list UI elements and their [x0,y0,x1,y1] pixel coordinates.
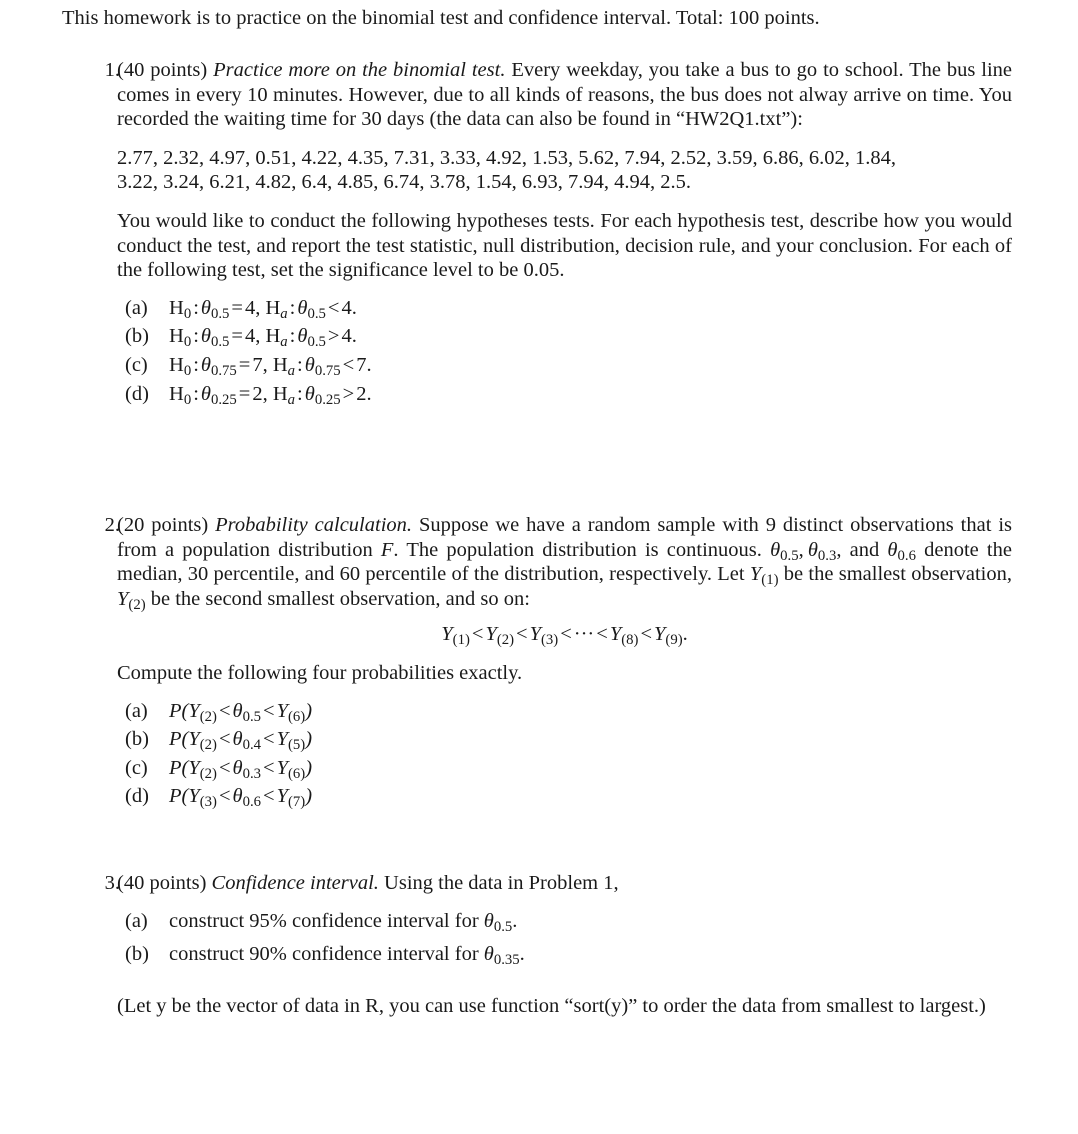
problem-2-text-5: be the second smallest observation, and so on: [145,587,530,610]
problem-1-item-b-label: (b) [125,325,149,348]
problem-2 [62,513,1012,813]
ci-suffix-b: . [519,943,525,966]
problem-1-intro-text: Every weekday, you take a bus to go to school. The bus line comes in every 10 minutes. However, due to all kinds of reasons, the bus does not alway arrive on time. You recorded the waiting time for 30 days (the data can also be found in “HW2Q1.txt”): [117,59,1013,131]
ha-subscript-a: 0.5 [307,305,326,322]
ha-value-c: 7. [356,353,372,376]
eq-term-8: $Y_{(8)}$ [609,623,639,649]
problem-2-text-2: . The population distribution is continuous. [393,538,771,561]
problem-1 [62,58,1012,410]
problem-3-title: Confidence interval. [211,872,379,894]
list-item [117,353,1012,378]
problem-3-item-b-label: (b) [125,943,149,966]
order-statistics-equation: $Y_{(1)}<Y_{(2)}<Y_{(3)}<\cdot\cdot\cdot<Y_{(8)}<Y_{(9)}$. [441,623,688,649]
problem-2-text-4: be the smallest observation, [778,563,1012,586]
hypothesis-expression: $H_0:\theta_{0.25}=2$, $H_a:\theta_{0.25}>2$. [169,382,372,408]
problem-1-title: Practice more on the binomial test. [213,59,506,81]
h0-subscript-a: 0.5 [210,305,230,322]
list-item [117,324,1012,349]
problem-2-item-d-label: (d) [125,785,149,808]
problem-1-points: (40 points) [117,59,208,81]
problem-2-number: 2. [104,514,120,536]
ci-text-b: construct 90% confidence interval for [169,943,484,966]
problem-1-item-c-label: (c) [125,353,148,376]
distribution-symbol-F: F [380,538,394,561]
list-item [117,756,1012,781]
problem-2-points: (20 points) [117,514,209,536]
h0-value-c: 7 [252,353,263,376]
problem-3-number: 3. [104,872,120,894]
ha-relation-a: < [327,296,340,319]
list-item [117,727,1012,752]
theta-symbol-b: $\theta_{0.35}$ [483,943,520,969]
list-item [117,382,1012,407]
problem-1-body [117,58,1012,406]
h0-value-d: 2 [252,382,263,405]
closing-note [117,994,1012,1019]
eq-ellipsis: ··· [573,623,595,646]
eq-term-9: $Y_{(9)}$ [654,623,683,649]
theta-30pct-symbol: $\theta_{0.3}$ [807,538,837,564]
h0-subscript-d: 0.25 [210,391,237,408]
ha-value-a: 4. [341,296,357,319]
intro-paragraph: This homework is to practice on the binomial test and confidence interval. Total: 100 points. [62,7,820,29]
ha-subscript-d: 0.25 [314,391,341,408]
h0-value-b: 4 [244,325,256,348]
problem-2-compute-line: Compute the following four probabilities exactly. [117,661,523,684]
problem-3-text: Using the data in Problem 1, [384,872,619,894]
probability-expression: $P(Y_{(2)}<\theta_{0.5}<Y_{(6)})$ [169,699,313,725]
ha-subscript-c: 0.75 [314,363,341,380]
problem-2-sublist [117,699,1012,809]
problem-1-number: 1. [104,59,120,81]
hypothesis-expression: $H_0:\theta_{0.5}=4$, $H_a:\theta_{0.5}>4$. [169,325,357,351]
ci-text-a: construct 95% confidence interval for [169,909,484,932]
problem-2-title: Probability calculation. [215,514,413,536]
list-item [117,909,1012,934]
eq-term-1: $Y_{(1)}$ [441,623,470,649]
order-stat-Y1: $Y_{(1)}$ [749,563,779,589]
problem-3-sublist [117,909,1012,967]
ha-value-d: 2. [356,382,372,405]
hypothesis-expression: $H_0:\theta_{0.5}=4$, $H_a:\theta_{0.5}<4$. [169,296,357,322]
problem-2-item-b-label: (b) [125,728,149,751]
ha-relation-d: > [342,382,355,405]
problem-1-data-line-1: 2.77, 2.32, 4.97, 0.51, 4.22, 4.35, 7.31, 3.33, 4.92, 1.53, 5.62, 7.94, 2.52, 3.59, 6.86, 6.02, 1.84, [117,146,896,169]
problem-3-intro [117,871,1012,896]
h0-value-a: 4 [244,296,256,319]
eq-term-3: $Y_{(3)}$ [529,623,559,649]
closing-note-text: (Let y be the vector of data in R, you can use function “sort(y)” to order the data from smallest to largest.) [117,995,986,1017]
theta-median-symbol: $\theta_{0.5}$ [770,538,799,564]
problem-2-body [117,513,1012,809]
problem-3-item-a-label: (a) [125,909,148,932]
order-stat-Y2: $Y_{(2)}$ [117,587,146,613]
problem-1-intro [117,58,1012,132]
theta-symbol-a: $\theta_{0.5}$ [483,909,513,935]
list-item [117,699,1012,724]
list-item [117,296,1012,321]
probability-expression: $P(Y_{(3)}<\theta_{0.6}<Y_{(7)})$ [169,785,313,811]
ha-value-b: 4. [341,325,357,348]
problem-1-item-a-label: (a) [125,296,148,319]
ha-relation-b: > [327,325,340,348]
probability-expression: $P(Y_{(2)}<\theta_{0.3}<Y_{(6)})$ [169,756,313,782]
problem-1-item-d-label: (d) [125,382,149,405]
theta-60pct-symbol: $\theta_{0.6}$ [887,538,916,564]
probability-expression: $P(Y_{(2)}<\theta_{0.4}<Y_{(5)})$ [169,728,313,754]
problem-3 [62,871,1012,976]
list-item [117,784,1012,809]
ha-relation-c: < [342,353,355,376]
problem-2-item-a-label: (a) [125,699,148,722]
problem-2-text-1: Suppose we have a random sample with 9 distinct observations that is from a population distribution [117,514,1013,561]
hypothesis-expression: $H_0:\theta_{0.75}=7$, $H_a:\theta_{0.75}<7$. [169,353,372,380]
h0-subscript-c: 0.75 [210,363,237,380]
problem-2-intro: (20 points) Probability calculation. Suppose we have a random sample with 9 distinct observations that is from a population distribution F. The population distribution is continuous. $\theta_{0.5}$, $\theta_{0.3}$, and $\theta_{0.6}$ denote the median, 30 percentile, and 60 percentile of the distribution, respectively. Let $Y_{(1)}$ be the smallest observation, $Y_{(2)}$ be the second smallest observation, and so on: [117,514,1013,613]
problem-1-sublist [117,296,1012,406]
problem-1-instruction: You would like to conduct the following hypotheses tests. For each hypothesis test, describe how you would conduct the test, and report the test statistic, null distribution, decision rule, and your conclusion. For each of the following test, set the significance level to be 0.05. [117,209,1012,282]
problem-1-data-line-2: 3.22, 3.24, 6.21, 4.82, 6.4, 4.85, 6.74, 3.78, 1.54, 6.93, 7.94, 4.94, 2.5. [117,171,691,194]
problem-3-body [117,871,1012,967]
ci-suffix-a: . [512,909,518,932]
eq-term-2: $Y_{(2)}$ [485,623,515,649]
list-item [117,942,1012,967]
problem-3-points: (40 points) [117,872,207,894]
ha-subscript-b: 0.5 [307,334,326,351]
problem-2-item-c-label: (c) [125,756,148,779]
h0-subscript-b: 0.5 [210,334,230,351]
problem-2-text-3: denote the median, 30 percentile, and 60 percentile of the distribution, respectively. Let [117,538,1012,586]
